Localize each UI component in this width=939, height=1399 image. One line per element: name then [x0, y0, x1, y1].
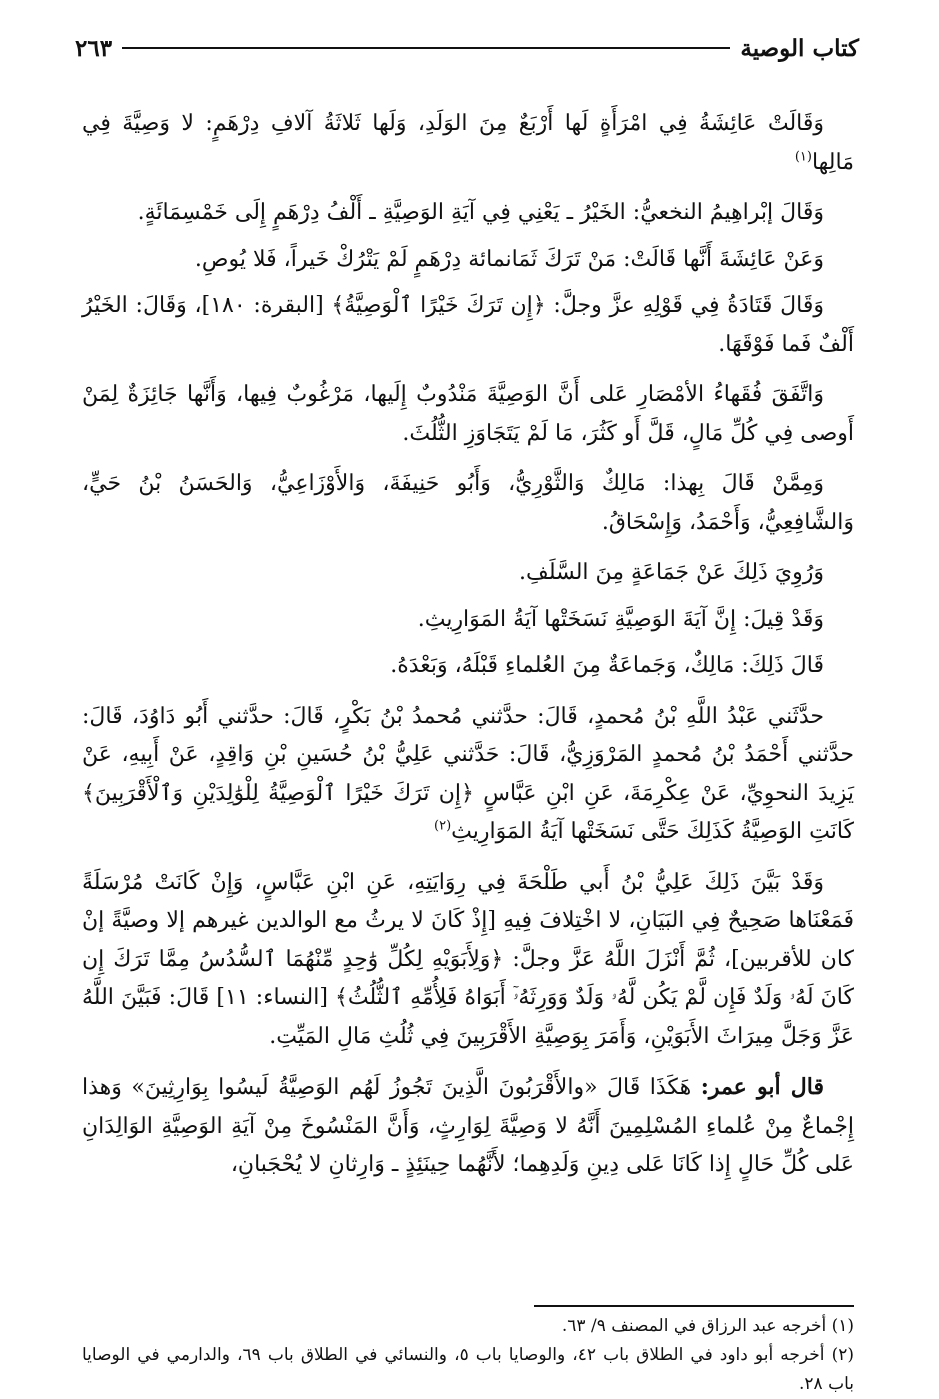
running-header	[75, 30, 859, 66]
footnote-separator	[534, 1305, 854, 1307]
paragraph: قال أبو عمر: هَكَذَا قَالَ «والأَقْرَبُونَ الَّذِينَ تَجُوزُ لَهُم الوَصِيَّةُ لَيسُوا بِوَارِثِينَ» وَهذا إِجْماعٌ مِنْ عُلماءِ المُسْلِمِينَ أَنَّهُ لا وَصِيَّةَ لِوَارِثٍ، وَأَنَّ المَنْسُوخَ مِنْ آيَةِ الوَصِيَّةِ الوَالِدَانِ عَلى كُلِّ حَالٍ إِذا كَانَا عَلى دِينِ وَلَدِهِما؛ لأَنَّهُما حِينَئِذٍ ـ وَارِثانِ لا يُحْجَبانِ،	[82, 1074, 854, 1177]
paragraph: وَقَالَتْ عَائِشَةُ فِي امْرَأَةٍ لَها أَرْبَعٌ مِنَ الوَلَدِ، وَلَها ثَلاثَةُ آلافِ دِرْهَمٍ: لا وَصِيَّةَ فِي مَالِها$^{(١)}$	[82, 111, 854, 175]
footnote: (١) أخرجه عبد الرزاق في المصنف ٩/ ٦٣.	[561, 1316, 854, 1336]
footnote-ref: (١)	[794, 149, 812, 165]
speaker-label: قال أبو عمر:	[700, 1074, 824, 1100]
main-text	[82, 105, 854, 1197]
chapter-title: كتاب الوصية	[740, 34, 859, 62]
paragraph: وَقَالَ قَتَادَةُ فِي قَوْلِهِ عزَّ وجلَّ: ﴿إِن تَرَكَ خَيْرًا ٱلْوَصِيَّةُ﴾ [البقرة: ١٨٠]، وَقَالَ: الخَيْرُ أَلْفٌ فَما فَوْقَهَا.	[82, 293, 854, 357]
header-rule	[122, 47, 730, 49]
paragraph: وَاتَّفَقَ فُقَهاءُ الأمْصَارِ عَلى أَنَّ الوَصِيَّةَ مَنْدُوبٌ إِلَيها، مَرْغُوبٌ فِيها، وَأَنَّها جَائِزَةٌ لِمَنْ أَوصى فِي كُلِّ مَالٍ، قَلَّ أَو كَثُرَ، مَا لَمْ يَتَجَاوَزِ الثُّلُثَ.	[82, 382, 854, 446]
footnote: (٢) أخرجه أبو داود في الطلاق باب ٤٢، والوصايا باب ٥، والنسائي في الطلاق باب ٦٩، والدارمي في الوصايا باب ٢٨.	[82, 1345, 854, 1394]
paragraph: وَمِمَّنْ قَالَ بِهذا: مَالِكٌ وَالثَّوْرِيُّ، وَأَبُو حَنِيفَةَ، وَالأَوْزَاعِيُّ، وَالحَسَنُ بْنُ حَيٍّ، وَالشَّافِعِيُّ، وَأَحْمَدُ، وَإِسْحَاقُ.	[82, 471, 854, 535]
paragraph: وَرُوِيَ ذَلِكَ عَنْ جَمَاعَةٍ مِنَ السَّلَفِ.	[519, 560, 824, 585]
paragraph: وَعَنْ عَائِشَةَ أَنَّها قَالَتْ: مَنْ تَرَكَ ثَمَانمائة دِرْهَمٍ لَمْ يَتْرُكْ خَيراً، فَلا يُوصِ.	[194, 246, 824, 272]
paragraph: قَالَ ذَلِكَ: مَالِكٌ، وَجَماعَةٌ مِنَ العُلماءِ قَبْلَهُ، وَبَعْدَهُ.	[390, 653, 824, 678]
paragraph: حدَّثَني عَبْدُ اللَّهِ بْنُ مُحمدٍ، قَالَ: حدَّثني مُحمدُ بْنُ بَكْرٍ، قَالَ: حدَّثني أَبُو دَاوُدَ، قَالَ: حدَّثني أَحْمَدُ بْنُ مُحمدٍ المَرْوَزِيُّ، قَالَ: حَدَّثني عَلِيُّ بْنُ حُسَينِ بْنِ وَاقِدٍ، عَنْ أَبِيهِ، عَنْ يَزِيدَ النحوِيِّ، عَنْ عِكْرِمَةَ، عَنِ ابْنِ عَبَّاسٍ ﴿إِن تَرَكَ خَيْرًا ٱلْوَصِيَّةُ لِلْوَٰلِدَيْنِ وَٱلْأَقْرَبِينَ﴾ كَانَتِ الوَصِيَّةُ كَذَلِكَ حَتَّى نَسَخَتْها آيَةُ المَوَارِيثِ$^{(٢)}$	[82, 703, 854, 844]
paragraph: وَقَدْ قِيلَ: إِنَّ آيَةَ الوَصِيَّةِ نَسَخَتْها آيَةُ المَوَارِيثِ.	[417, 606, 824, 632]
footnotes	[82, 1312, 854, 1399]
footnote-ref: (٢)	[434, 818, 452, 834]
paragraph: وَقَالَ إبْراهِيمُ النخعيُّ: الخَيْرُ ـ يَعْنِي فِي آيَةِ الوَصِيَّةِ ـ أَلْفُ دِرْهَمٍ إِلَى خَمْسِمَائَةٍ.	[137, 200, 824, 225]
page-number: ٢٦٣	[75, 34, 113, 62]
paragraph: وَقَدْ بَيَّنَ ذَلِكَ عَلِيُّ بْنُ أَبي طَلْحَةَ فِي رِوَايَتِهِ، عَنِ ابْنِ عَبَّاسٍ، وَإِنْ كَانَتْ مُرْسَلَةً فَمَعْنَاها صَحِيحٌ فِي البَيَانِ، لا اخْتِلافَ فِيهِ [إِذْ كَانَ لا يرثُ مع الوالدين غيرهم إلا وصيَّةً إنْ كان للأقربين]، ثُمَّ أَنْزَلَ اللَّهُ عَزَّ وجلَّ: ﴿وَلِأَبَوَيْهِ لِكُلِّ وَٰحِدٍ مِّنْهُمَا ٱلسُّدُسُ مِمَّا تَرَكَ إِن كَانَ لَهُۥ وَلَدٌ فَإِن لَّمْ يَكُن لَّهُۥ وَلَدٌ وَوَرِثَهُۥٓ أَبَوَاهُ فَلِأُمِّهِ ٱلثُّلُثُ﴾ [النساء: ١١] قَالَ: فَبَيَّنَ اللَّهُ عَزَّ وَجَلَّ مِيرَاثَ الأَبَوَيْنِ، وَأَمَرَ بِوَصِيَّةِ الأَقْرَبِينَ فِي ثُلُثِ مَالِ المَيِّتِ.	[82, 869, 854, 1049]
